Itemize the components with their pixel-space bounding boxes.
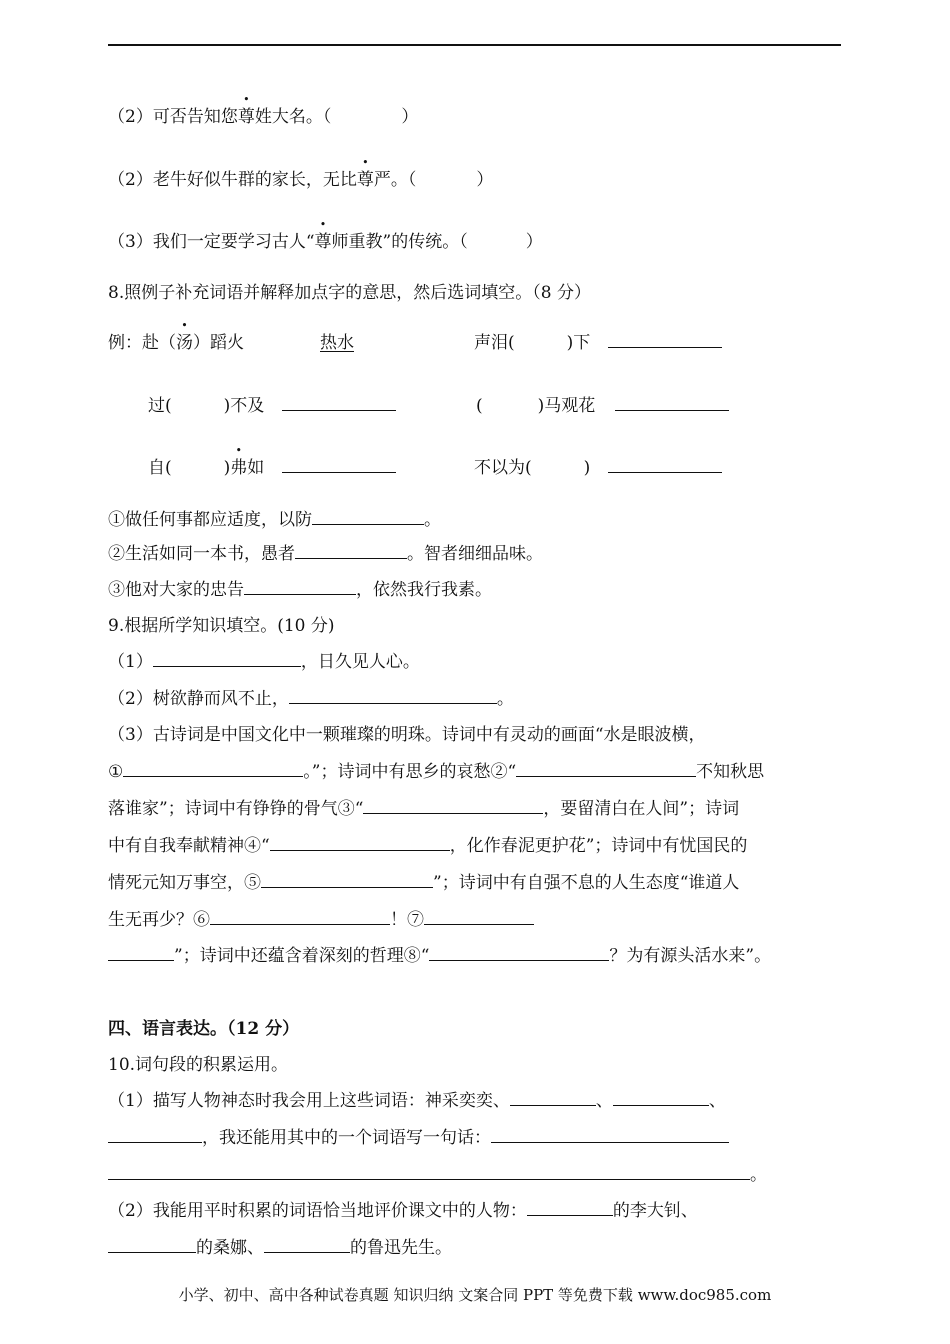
q8-example: 例：赴（汤）蹈火 [108, 333, 244, 353]
q10-line-3: 。 [108, 1164, 767, 1186]
footer-text: 小学、初中、高中各种试卷真题 知识归纳 文案合同 PPT 等免费下载 www.doc985.com [178, 1286, 772, 1304]
q9-line-8: 生无再少？⑥ ！⑦ [108, 909, 534, 931]
q8-word-3: ( )马观花 [476, 395, 729, 417]
answer-blank[interactable] [491, 1127, 729, 1143]
q10-line-2: ，我还能用其中的一个词语写一句话： [108, 1127, 729, 1149]
q10-line-5: 的桑娜、 的鲁迅先生。 [108, 1237, 452, 1259]
q8-word-1: 声泪( )下 [474, 332, 722, 354]
q10-title: 10.词句段的积累运用。 [108, 1055, 289, 1075]
q8-word-4: 自( )弗如 [148, 457, 396, 479]
answer-blank[interactable] [210, 909, 390, 925]
q7-line-1: （2）可否告知您尊姓大名。（ ） [108, 107, 419, 127]
answer-blank[interactable] [613, 1090, 709, 1106]
answer-blank[interactable] [608, 457, 722, 473]
answer-blank[interactable] [429, 945, 609, 961]
q8-word-5: 不以为( ) [474, 457, 722, 479]
answer-blank[interactable] [424, 909, 534, 925]
q8-sentence-2: ②生活如同一本书，愚者 。智者细细品味。 [108, 544, 543, 564]
answer-blank[interactable] [295, 543, 407, 559]
header-rule [108, 44, 841, 46]
q8-title: 8.照例子补充词语并解释加点字的意思，然后选词填空。（8 分） [108, 283, 591, 303]
q9-line-5: 落谁家”；诗词中有铮铮的骨气③“ ，要留清白在人间”；诗词 [108, 799, 740, 819]
answer-blank[interactable] [363, 798, 543, 814]
q8-example-answer: 热水 [320, 333, 354, 353]
q10-line-1: （1）描写人物神态时我会用上这些词语：神采奕奕、 、 、 [108, 1091, 726, 1111]
answer-blank[interactable] [608, 332, 722, 348]
answer-blank[interactable] [312, 509, 424, 525]
q9-line-1: （1） ，日久见人心。 [108, 652, 420, 672]
answer-blank[interactable] [123, 761, 303, 777]
section-4-title: 四、语言表达。（12 分） [108, 1019, 300, 1039]
q8-sentence-1: ①做任何事都应适度，以防 。 [108, 510, 441, 530]
q10-line-4: （2）我能用平时积累的词语恰当地评价课文中的人物： 的李大钊、 [108, 1201, 698, 1221]
answer-blank[interactable] [289, 688, 497, 704]
q9-line-2: （2）树欲静而风不止， 。 [108, 689, 514, 709]
answer-blank[interactable] [108, 1237, 196, 1253]
q9-line-7: 情死元知万事空，⑤ ”；诗词中有自强不息的人生态度“谁道人 [108, 873, 740, 893]
answer-blank[interactable] [264, 1237, 350, 1253]
answer-blank[interactable] [108, 945, 174, 961]
answer-blank[interactable] [527, 1200, 613, 1216]
answer-blank[interactable] [108, 1127, 202, 1143]
answer-blank[interactable] [510, 1090, 596, 1106]
answer-blank[interactable] [244, 579, 356, 595]
q8-sentence-3: ③他对大家的忠告 ，依然我行我素。 [108, 580, 492, 600]
answer-blank[interactable] [516, 761, 696, 777]
q7-line-2: （2）老牛好似牛群的家长，无比尊严。（ ） [108, 170, 494, 190]
q9-line-4: ① 。”；诗词中有思乡的哀愁②“ 不知秋思 [108, 762, 765, 782]
answer-blank[interactable] [261, 872, 433, 888]
answer-blank[interactable] [615, 395, 729, 411]
answer-blank[interactable] [270, 835, 450, 851]
q8-word-2: 过( )不及 [148, 395, 396, 417]
q9-line-6: 中有自我奉献精神④“ ，化作春泥更护花”；诗词中有忧国民的 [108, 836, 748, 856]
q9-line-3: （3）古诗词是中国文化中一颗璀璨的明珠。诗词中有灵动的画面“水是眼波横， [108, 725, 706, 745]
answer-blank[interactable] [282, 457, 396, 473]
q9-line-9: ”；诗词中还蕴含着深刻的哲理⑧“ ？为有源头活水来”。 [108, 945, 771, 967]
q7-line-3: （3）我们一定要学习古人“尊师重教”的传统。（ ） [108, 232, 543, 252]
q9-title: 9.根据所学知识填空。(10 分) [108, 616, 335, 636]
answer-blank[interactable] [153, 651, 301, 667]
answer-blank[interactable] [282, 395, 396, 411]
answer-blank[interactable] [108, 1164, 750, 1180]
